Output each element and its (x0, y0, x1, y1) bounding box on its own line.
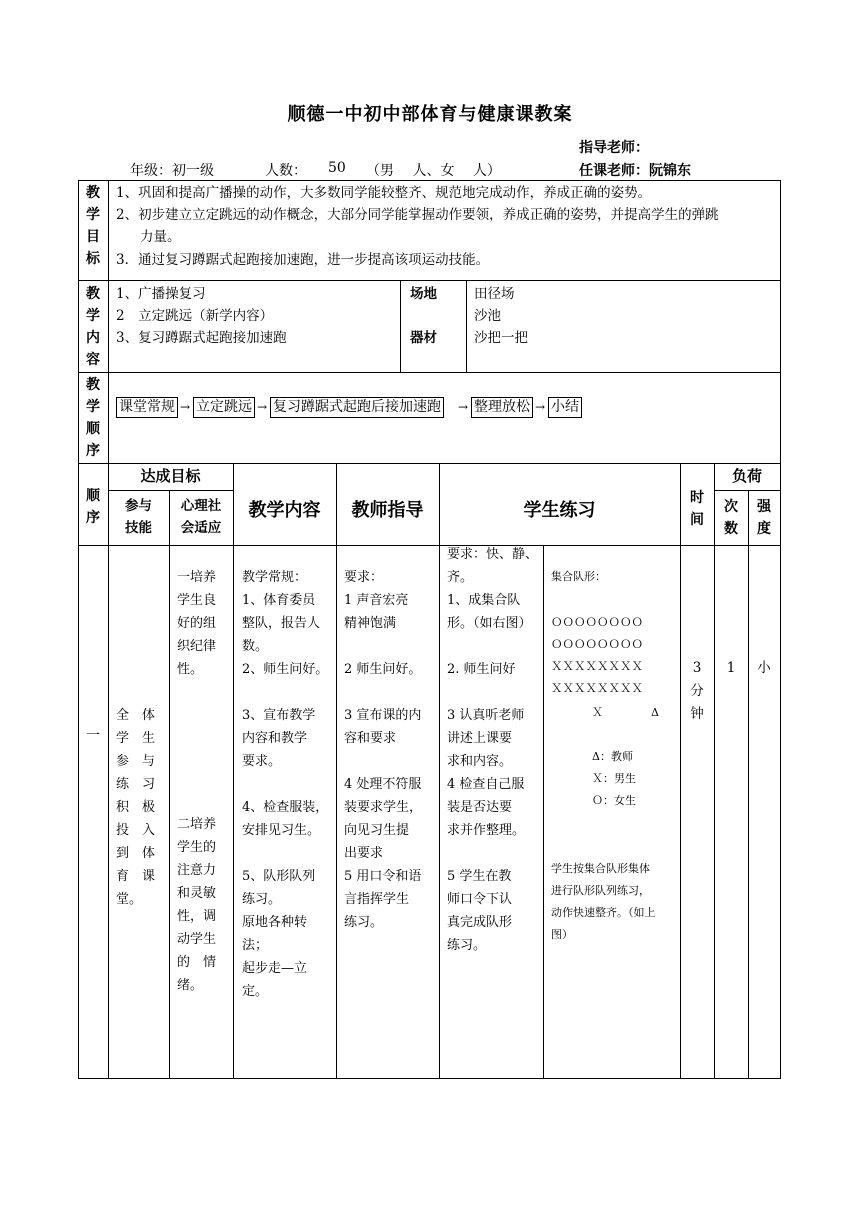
col-teacher-header: 教师指导 (351, 500, 424, 521)
content-line: 要求。 (242, 754, 282, 769)
student-line: 5 学生在教 (447, 869, 512, 884)
content-line: 2、师生问好。 (242, 662, 329, 677)
col-goals-header: 达成目标 (140, 467, 201, 485)
col-order-header: 顺 序 (86, 488, 100, 526)
student-line: 要求：快、静、 (447, 547, 539, 562)
skill-line: 全 体 (116, 708, 156, 723)
skill-line: 到 体 (116, 846, 156, 861)
content-line: 教学常规： (242, 570, 308, 585)
psych2-line: 绪。 (177, 978, 204, 993)
teacher-line: 5 用口令和语 (344, 869, 422, 884)
teacher-line: 装要求学生， (344, 800, 423, 815)
venue-1: 田径场 (474, 286, 515, 302)
content-line (242, 842, 334, 865)
student-line: 形。（如右图） (447, 616, 532, 631)
intensity-value: 小 (757, 660, 771, 676)
psych2-line: 的 情 (177, 955, 217, 970)
formation-rows: ＯＯＯＯＯＯＯＯ ＯＯＯＯＯＯＯＯ ＸＸＸＸＸＸＸＸ ＸＸＸＸＸＸＸＸ (551, 615, 643, 695)
student-line: 求并作整理。 (447, 823, 526, 838)
skill-line: 积 极 (116, 800, 156, 815)
page-title: 顺德一中初中部体育与健康课教案 (287, 104, 573, 125)
arrow-right-icon: → (257, 400, 268, 414)
student-line: 求和内容。 (447, 754, 513, 769)
teacher-line: 1 声音宏亮 (344, 593, 409, 608)
psych1-line: 学生良 (177, 593, 217, 608)
skill-line: 参 与 (116, 754, 156, 769)
teacher-line (344, 635, 436, 658)
student-line: 4 检查自己服 (447, 777, 525, 792)
content-text (242, 566, 334, 1003)
objectives-label: 教 学 目 标 (86, 185, 100, 267)
teacher-line: 2 师生问好。 (344, 662, 422, 677)
col-intensity-header: 强 度 (757, 499, 771, 537)
student-line (447, 842, 541, 865)
psych2-line: 和灵敏 (177, 886, 217, 901)
flow-step-3: 复习蹲踞式起跑后接加速跑 (270, 397, 444, 418)
student-line: 师口令下认 (447, 892, 513, 907)
sequence-label: 教 学 顺 序 (86, 377, 100, 459)
student-line: 讲述上课要 (447, 731, 513, 746)
teacher-line: 出要求 (344, 846, 384, 861)
content-line: 起步走—立 (242, 961, 308, 976)
teacher-line: 精神饱满 (344, 616, 397, 631)
content-line: 1、体育委员 (242, 593, 316, 608)
content-line: 4、检查服装， (242, 800, 329, 815)
flow-step-4: 整理放松 (471, 397, 533, 418)
content-line: 定。 (242, 984, 269, 999)
venue-label: 场地 (410, 286, 437, 302)
arrow-right-icon: → (458, 400, 469, 414)
teacher-label: 任课老师：阮锦东 (579, 163, 691, 179)
grade-label: 年级：初一级 (130, 163, 214, 179)
times-value: 1 (726, 660, 736, 676)
skill-line: 育 课 (116, 869, 156, 884)
content-line: 法； (242, 938, 269, 953)
teacher-line: 言指挥学生 (344, 892, 410, 907)
col-load-header: 负荷 (731, 467, 762, 485)
student-line: 3 认真听老师 (447, 708, 525, 723)
flow-step-1: 课堂常规 (116, 397, 178, 418)
content-line: 3、宣布教学 (242, 708, 316, 723)
col-skill-header: 参与 技能 (125, 498, 152, 536)
gender-label: （男 人、女 人） (366, 163, 501, 179)
teacher-line: 3 宣布课的内 (344, 708, 422, 723)
arrow-right-icon: → (180, 400, 191, 414)
content-line: 安排见习生。 (242, 823, 321, 838)
skill-line: 投 入 (116, 823, 156, 838)
formation-teacher-marker: Ｘ (592, 706, 603, 719)
psych1-line: 织纪律 (177, 639, 217, 654)
row-order: 一 (86, 728, 100, 744)
content-item-2: 2 立定跳远（新学内容） (116, 308, 274, 324)
student-line (447, 635, 541, 658)
col-content-header: 教学内容 (248, 500, 321, 521)
objective-1: 1、巩固和提高广播操的动作，大多数同学能较整齐、规范地完成动作，养成正确的姿势。 (116, 185, 652, 201)
content-line (242, 773, 334, 796)
content-line (242, 681, 334, 704)
student-text (447, 543, 541, 957)
psych2-line: 性，调 (177, 909, 217, 924)
objective-2-cont: 力量。 (140, 229, 181, 245)
teacher-line: 向见习生提 (344, 823, 410, 838)
content-line: 练习。 (242, 892, 282, 907)
student-line (447, 681, 541, 704)
psych2-line: 动学生 (177, 932, 217, 947)
content-line: 数。 (242, 639, 269, 654)
time-value: 3 分 钟 (690, 660, 704, 722)
content-line: 整队，报告人 (242, 616, 321, 631)
formation-legend: Δ：教师 Ｘ：男生 Ｏ：女生 (592, 750, 636, 807)
formation-note: 学生按集合队形集体 进行队形队列练习， 动作快速整齐。（如上 图） (551, 862, 656, 941)
venue-2: 沙池 (474, 308, 501, 324)
skill-line: 学 生 (116, 731, 156, 746)
student-line: 练习。 (447, 938, 487, 953)
col-psych-header: 心理社 会适应 (180, 498, 222, 536)
psych1-line: 好的组 (177, 616, 217, 631)
psych1-line: 性。 (177, 662, 204, 677)
supervisor-label: 指导老师： (579, 140, 649, 156)
psych-text-2 (177, 813, 229, 997)
count-value: 50 (328, 160, 346, 176)
content-label: 教 学 内 容 (86, 286, 100, 368)
teacher-line: 容和要求 (344, 731, 397, 746)
teacher-line: 4 处理不符服 (344, 777, 422, 792)
psych1-line: 一培养 (177, 570, 217, 585)
teacher-line: 练习。 (344, 915, 384, 930)
skill-line: 练 习 (116, 777, 156, 792)
student-line: 2. 师生问好 (447, 662, 516, 677)
arrow-right-icon: → (535, 400, 546, 414)
flow-step-2: 立定跳远 (193, 397, 255, 418)
objective-2: 2、初步建立立定跳远的动作概念，大部分同学能掌握动作要领，养成正确的姿势，并提高学生的弹跳 (116, 207, 719, 223)
teacher-line (344, 681, 436, 704)
formation-delta-marker: Δ (651, 706, 659, 719)
teacher-line: 要求： (344, 570, 384, 585)
skill-line: 堂。 (116, 892, 143, 907)
teacher-text (344, 566, 436, 934)
count-label: 人数： (265, 163, 307, 179)
content-line: 内容和教学 (242, 731, 308, 746)
psych-text-1 (177, 566, 229, 681)
psych2-line: 二培养 (177, 817, 217, 832)
student-line: 1、成集合队 (447, 593, 521, 608)
content-item-1: 1、广播操复习 (116, 286, 206, 302)
flow-step-5: 小结 (548, 397, 582, 418)
content-item-3: 3、复习蹲踞式起跑接加速跑 (116, 330, 287, 346)
objective-3: 3．通过复习蹲踞式起跑接加速跑，进一步提高该项运动技能。 (116, 252, 490, 268)
psych2-line: 学生的 (177, 840, 217, 855)
col-times-header: 次 数 (724, 499, 738, 537)
equipment-value: 沙把一把 (474, 330, 528, 346)
col-student-header: 学生练习 (523, 500, 596, 521)
student-line: 装是否达要 (447, 800, 513, 815)
psych2-line: 注意力 (177, 863, 217, 878)
equipment-label: 器材 (410, 330, 437, 346)
student-line: 齐。 (447, 570, 474, 585)
content-line: 5、队形队列 (242, 869, 316, 884)
formation-title: 集合队形： (551, 570, 606, 583)
col-time-header: 时 间 (690, 490, 704, 528)
skill-text (116, 704, 164, 911)
teacher-line (344, 750, 436, 773)
student-line: 真完成队形 (447, 915, 513, 930)
content-line: 原地各种转 (242, 915, 308, 930)
